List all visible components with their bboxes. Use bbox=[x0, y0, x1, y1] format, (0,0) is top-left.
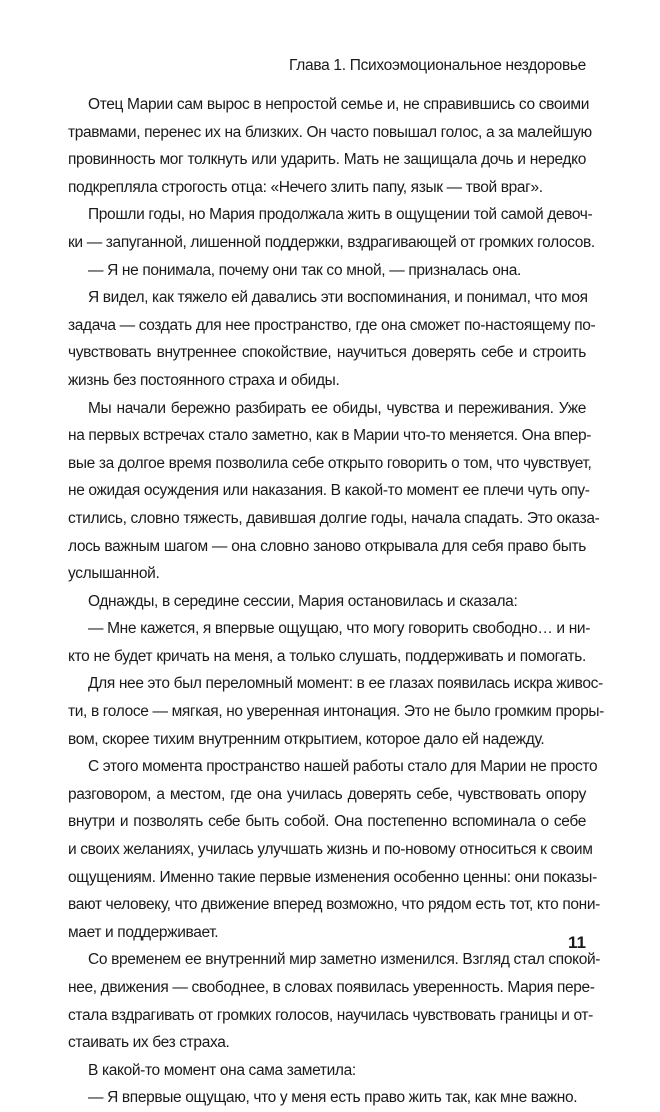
text-line: Со временем ее внутренний мир заметно изменился. Взгляд стал спокой- bbox=[88, 951, 601, 969]
text-line: вые за долгое время позволила себе открыто говорить о том, что чувствует, bbox=[68, 454, 592, 472]
text-line: — Мне кажется, я впервые ощущаю, что могу говорить свободно… и ни- bbox=[88, 620, 591, 638]
text-line: ти, в голосе — мягкая, но уверенная интонация. Это не было громким проры- bbox=[68, 703, 604, 721]
text-line: жизнь без постоянного страха и обиды. bbox=[68, 371, 340, 389]
text-line: ощущениям. Именно такие первые изменения особенно ценны: они показы- bbox=[68, 868, 597, 886]
text-line: мает и поддерживает. bbox=[68, 923, 219, 941]
text-line: — Я впервые ощущаю, что у меня есть право жить так, как мне важно. bbox=[88, 1089, 578, 1107]
text-line: кто не будет кричать на меня, а только слушать, поддерживать и помогать. bbox=[68, 647, 586, 665]
text-line: чувствовать внутреннее спокойствие, научиться доверять себе и строить bbox=[68, 344, 586, 362]
text-line: внутри и позволять себе быть собой. Она постепенно вспоминала о себе bbox=[68, 813, 586, 831]
text-line: Однажды, в середине сессии, Мария остановилась и сказала: bbox=[88, 592, 518, 610]
text-line: на первых встречах стало заметно, как в Марии что-то меняется. Она впер- bbox=[68, 427, 592, 445]
text-line: стала вздрагивать от громких голосов, научилась чувствовать границы и от- bbox=[68, 1006, 593, 1024]
text-line: Для нее это был переломный момент: в ее глазах появилась искра живос- bbox=[88, 675, 603, 693]
text-line: Прошли годы, но Мария продолжала жить в ощущении той самой девоч- bbox=[88, 206, 593, 224]
text-line: стаивать их без страха. bbox=[68, 1034, 230, 1052]
body-text bbox=[68, 91, 604, 1112]
book-page bbox=[68, 0, 604, 1107]
text-line: — Я не понимала, почему они так со мной, — призналась она. bbox=[88, 261, 521, 279]
text-line: стились, словно тяжесть, давившая долгие годы, начала спадать. Это оказа- bbox=[68, 509, 600, 527]
text-line: Мы начали бережно разбирать ее обиды, чувства и переживания. Уже bbox=[88, 399, 586, 417]
text-line: провинность мог толкнуть или ударить. Мать не защищала дочь и нередко bbox=[68, 151, 586, 169]
running-head: Глава 1. Психоэмоциональное нездоровье bbox=[289, 57, 586, 74]
text-line: подкрепляла строгость отца: «Нечего злить папу, язык — твой враг». bbox=[68, 178, 543, 196]
text-line: лось важным шагом — она словно заново открывала для себя право быть bbox=[68, 537, 586, 555]
text-line: ки — запуганной, лишенной поддержки, вздрагивающей от громких голосов. bbox=[68, 233, 595, 251]
text-line: и своих желаниях, училась улучшать жизнь и по-новому относиться к своим bbox=[68, 841, 593, 859]
text-line: не ожидая осуждения или наказания. В какой-то момент ее плечи чуть опу- bbox=[68, 482, 590, 500]
text-line: услышанной. bbox=[68, 565, 160, 583]
text-line: В какой-то момент она сама заметила: bbox=[88, 1061, 356, 1079]
page-number: 11 bbox=[568, 933, 586, 952]
text-line: задача — создать для нее пространство, где она сможет по-настоящему по- bbox=[68, 316, 596, 334]
text-line: Отец Марии сам вырос в непростой семье и, не справившись со своими bbox=[88, 96, 590, 113]
text-line: разговором, а местом, где она училась доверять себе, чувствовать опору bbox=[68, 785, 586, 803]
text-line: Я видел, как тяжело ей давались эти воспоминания, и понимал, что моя bbox=[88, 289, 588, 307]
text-line: С этого момента пространство нашей работы стало для Марии не просто bbox=[88, 758, 598, 776]
text-line: травмами, перенес их на близких. Он часто повышал голос, а за малейшую bbox=[68, 123, 592, 141]
text-line: нее, движения — свободнее, в словах появилась уверенность. Мария пере- bbox=[68, 979, 595, 996]
text-line: вают человеку, что движение вперед возможно, что рядом есть тот, кто пони- bbox=[68, 896, 600, 914]
text-line: вом, скорее тихим внутренним открытием, которое дало ей надежду. bbox=[68, 730, 545, 748]
